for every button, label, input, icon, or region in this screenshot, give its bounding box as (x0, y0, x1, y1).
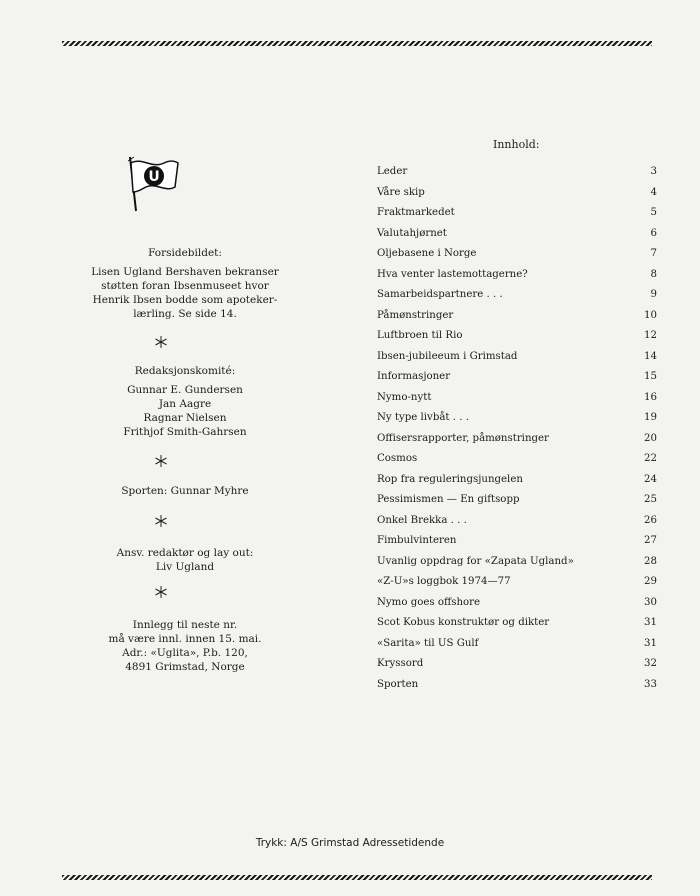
toc-page-number: 10 (644, 309, 657, 321)
cover-line: Lisen Ugland Bershaven bekranser (91, 266, 279, 278)
toc-title: Fimbulvinteren (377, 535, 457, 546)
toc-title: Uvanlig oppdrag for «Zapata Ugland» (377, 555, 574, 567)
toc-title: Rop fra reguleringsjungelen (377, 473, 523, 485)
submission-block (40, 618, 330, 674)
toc-title: Våre skip (377, 186, 425, 198)
table-of-contents (377, 162, 657, 695)
toc-title: Leder (377, 166, 408, 177)
bottom-decorative-rule (62, 875, 652, 880)
toc-row (377, 408, 657, 429)
cover-line: lærling. Se side 14. (133, 308, 237, 320)
committee-member: Jan Aagre (158, 398, 212, 410)
editor-line: Ansv. redaktør og lay out: (116, 547, 254, 559)
submission-line: må være innl. innen 15. mai. (108, 633, 262, 645)
toc-row (377, 511, 657, 532)
committee-member: Gunnar E. Gundersen (127, 384, 243, 396)
toc-page-number: 4 (650, 186, 657, 198)
printer-credit: Trykk: A/S Grimstad Adressetidende (255, 837, 445, 849)
toc-page-number: 31 (644, 617, 657, 628)
toc-title: Påmønstringer (377, 309, 454, 321)
ugland-flag-logo (120, 155, 182, 213)
toc-row (377, 326, 657, 347)
committee-member: Ragnar Nielsen (143, 412, 227, 424)
toc-title: Nymo goes offshore (377, 596, 481, 608)
toc-row (377, 552, 657, 573)
cover-line: støtten foran Ibsenmuseet hvor (101, 280, 269, 292)
toc-page-number: 25 (644, 494, 657, 505)
toc-title: Cosmos (377, 453, 418, 464)
toc-row (377, 306, 657, 327)
toc-heading: Innhold: (493, 138, 540, 151)
toc-page-number: 5 (650, 207, 657, 218)
toc-title: Pessimismen — En giftsopp (377, 494, 520, 505)
toc-row (377, 224, 657, 245)
toc-row (377, 593, 657, 614)
toc-title: Informasjoner (377, 371, 451, 382)
toc-row (377, 367, 657, 388)
toc-row (377, 244, 657, 265)
toc-title: Oljebasene i Norge (377, 248, 477, 259)
star-separator-icon (154, 454, 168, 468)
toc-title: Nymo-nytt (377, 391, 432, 403)
toc-title: Sporten (377, 678, 419, 690)
toc-page-number: 14 (644, 350, 657, 362)
toc-row (377, 654, 657, 675)
toc-row (377, 470, 657, 491)
toc-row (377, 429, 657, 450)
toc-page-number: 26 (644, 514, 657, 526)
toc-title: Hva venter lastemottagerne? (377, 268, 528, 280)
toc-page-number: 22 (644, 453, 657, 464)
toc-title: Ny type livbåt . . . (377, 412, 469, 423)
toc-page-number: 8 (650, 268, 657, 280)
toc-title: Fraktmarkedet (377, 207, 455, 218)
toc-row (377, 675, 657, 696)
toc-row (377, 162, 657, 183)
toc-row (377, 285, 657, 306)
toc-page-number: 6 (650, 227, 657, 239)
toc-page-number: 9 (650, 289, 657, 300)
toc-page-number: 16 (644, 391, 657, 403)
top-decorative-rule (62, 41, 652, 46)
toc-page-number: 33 (644, 678, 657, 690)
submission-line: 4891 Grimstad, Norge (125, 661, 245, 673)
toc-title: Luftbroen til Rio (377, 330, 463, 341)
toc-page-number: 3 (650, 166, 657, 177)
toc-page-number: 20 (644, 432, 657, 444)
star-separator-icon (154, 514, 168, 528)
toc-title: «Z-U»s loggbok 1974—77 (377, 576, 511, 587)
star-separator-icon (154, 585, 168, 599)
toc-row (377, 203, 657, 224)
toc-row (377, 531, 657, 552)
toc-page-number: 29 (644, 576, 657, 587)
toc-row (377, 347, 657, 368)
toc-page-number: 28 (644, 555, 657, 567)
editor-line: Liv Ugland (155, 561, 215, 573)
toc-title: Kryssord (377, 658, 424, 669)
toc-title: Onkel Brekka . . . (377, 514, 467, 526)
submission-line: Adr.: «Uglita», P.b. 120, (122, 647, 248, 659)
toc-page-number: 27 (644, 535, 657, 546)
toc-page-number: 24 (644, 473, 657, 485)
toc-page-number: 12 (644, 330, 657, 341)
cover-caption (40, 246, 330, 321)
toc-title: Offisersrapporter, påmønstringer (377, 432, 549, 444)
committee-title: Redaksjonskomité: (134, 365, 236, 377)
star-separator-icon (154, 335, 168, 349)
toc-title: Ibsen-jubileeum i Grimstad (377, 350, 518, 362)
toc-row (377, 613, 657, 634)
editor-block (40, 546, 330, 574)
toc-title: Scot Kobus konstruktør og dikter (377, 617, 550, 628)
committee-block (40, 364, 330, 439)
toc-page-number: 30 (644, 596, 657, 608)
cover-title: Forsidebildet: (148, 247, 222, 259)
toc-page-number: 32 (644, 658, 657, 669)
toc-page-number: 19 (644, 412, 657, 423)
cover-line: Henrik Ibsen bodde som apoteker- (92, 294, 278, 306)
toc-row (377, 634, 657, 655)
toc-row (377, 449, 657, 470)
toc-title: Samarbeidspartnere . . . (377, 289, 503, 300)
toc-row (377, 490, 657, 511)
toc-row (377, 265, 657, 286)
submission-line: Innlegg til neste nr. (132, 619, 238, 631)
toc-page-number: 15 (644, 371, 657, 382)
toc-row (377, 183, 657, 204)
sport-editor: Sporten: Gunnar Myhre (121, 485, 249, 497)
toc-row (377, 572, 657, 593)
committee-member: Frithjof Smith-Gahrsen (123, 426, 247, 438)
toc-title: Valutahjørnet (377, 227, 447, 239)
toc-row (377, 388, 657, 409)
flag-letter: U (148, 169, 160, 185)
toc-page-number: 31 (644, 637, 657, 649)
toc-page-number: 7 (650, 248, 657, 259)
toc-title: «Sarita» til US Gulf (377, 637, 479, 649)
